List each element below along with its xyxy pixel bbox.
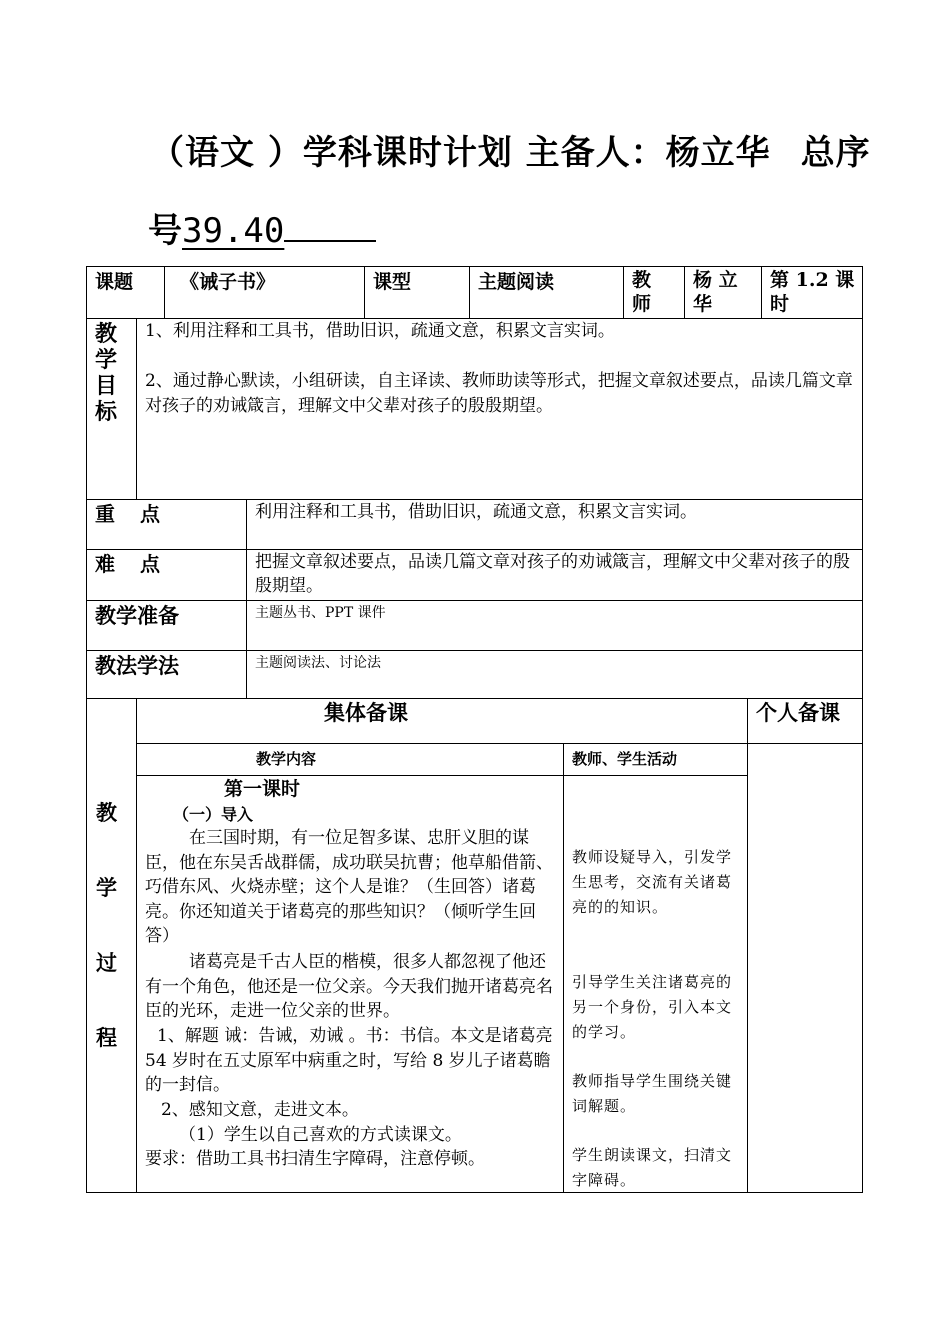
topic-value-cell <box>164 266 365 319</box>
teacher-value: 杨 立 华 <box>693 269 738 315</box>
lesson-label: 第 1.2 课时 <box>770 269 855 315</box>
title-underline <box>284 218 376 242</box>
page-title-line2 <box>148 203 376 252</box>
type-value: 主题阅读 <box>478 271 555 293</box>
activity-header: 教师、学生活动 <box>572 750 678 768</box>
lesson-title: 第一课时 <box>224 778 301 800</box>
goal-item-2: 2、通过静心默读，小组研读，自主译读、教师助读等形式，把握文章叙述要点，品读几篇文章对孩子的劝诫箴言，理解文中父辈对孩子的殷殷期望。 <box>145 371 853 416</box>
preparation-label: 教学准备 <box>95 603 179 628</box>
difficulty-value: 把握文章叙述要点，品读几篇文章对孩子的劝诫箴言，理解文中父辈对孩子的殷殷期望。 <box>255 552 850 596</box>
topic-label-cell <box>86 266 165 319</box>
goals-content-cell <box>136 318 863 500</box>
preparation-value-cell <box>246 600 863 651</box>
personal-header-cell <box>747 698 863 744</box>
paragraph-step2: 2、感知文意，走进文本。 <box>161 1100 359 1120</box>
title-main: （语文 ）学科课时计划 主备人：杨立华 <box>150 133 771 173</box>
methods-value-cell <box>246 650 863 699</box>
personal-label: 个人备课 <box>756 700 840 725</box>
key-point-value-cell <box>246 499 863 550</box>
preparation-value: 主题丛书、PPT 课件 <box>255 605 386 621</box>
content-cell <box>136 775 564 1193</box>
process-label-cell <box>86 698 137 1193</box>
section-title: （一）导入 <box>173 805 254 824</box>
paragraph-step2-1: （1）学生以自己喜欢的方式读课文。 <box>179 1125 462 1145</box>
difficulty-label: 难 点 <box>95 552 160 576</box>
key-point-value: 利用注释和工具书，借助旧识，疏通文意，积累文言实词。 <box>255 502 697 522</box>
paragraph-title-explain: 1、解题 诫：告诫，劝诫 。书：书信。本文是诸葛亮 54 岁时在五丈原军中病重之时，写给 8 岁儿子诸葛瞻的一封信。 <box>145 1026 553 1095</box>
content-header: 教学内容 <box>256 750 317 768</box>
paragraph-requirement: 要求：借助工具书扫清生字障碍，注意停顿。 <box>145 1149 485 1169</box>
type-label-cell <box>364 266 470 319</box>
activity-item-1: 教师设疑导入，引发学生思考，交流有关诸葛亮的的知识。 <box>572 848 733 916</box>
collective-label: 集体备课 <box>324 700 408 725</box>
teacher-value-cell <box>684 266 762 319</box>
personal-notes-cell <box>747 743 863 1193</box>
title-serial-number: 39.40 <box>182 211 285 251</box>
paragraph-intro: 在三国时期，有一位足智多谋、忠肝义胆的谋臣，他在东吴舌战群儒，成功联吴抗曹；他草船借箭、巧借东风、火烧赤壁；这个人是谁？（生回答）诸葛亮。你还知道关于诸葛亮的那些知识？（倾听学生回答） <box>145 828 553 946</box>
methods-label-cell <box>86 650 247 699</box>
title-prefix: 号 <box>148 211 182 251</box>
type-label: 课型 <box>373 271 412 293</box>
activities-cell <box>563 775 748 1193</box>
difficulty-label-cell <box>86 549 247 601</box>
title-serial-label: 总序 <box>800 133 871 173</box>
methods-label: 教法学法 <box>95 653 179 678</box>
activity-header-cell <box>563 743 748 776</box>
teacher-label-cell <box>623 266 685 319</box>
preparation-label-cell <box>86 600 247 651</box>
topic-value: 《诫子书》 <box>180 271 276 293</box>
lesson-cell <box>761 266 863 319</box>
goal-item-1: 1、利用注释和工具书，借助旧识，疏通文意，积累文言实词。 <box>145 321 615 341</box>
teacher-label: 教师 <box>632 269 652 315</box>
content-header-cell <box>136 743 564 776</box>
goals-label-cell <box>86 318 137 500</box>
activity-item-2: 引导学生关注诸葛亮的另一个身份，引入本文的学习。 <box>572 973 733 1041</box>
topic-label: 课题 <box>95 271 134 293</box>
type-value-cell <box>469 266 624 319</box>
process-label: 教学过程 <box>96 800 117 1050</box>
activity-item-3: 教师指导学生围绕关键词解题。 <box>572 1072 733 1115</box>
key-point-label: 重 点 <box>95 502 160 526</box>
activity-item-4: 学生朗读课文，扫清文字障碍。 <box>572 1146 733 1189</box>
key-point-label-cell <box>86 499 247 550</box>
collective-header-cell <box>136 698 748 744</box>
page-title-line1 <box>150 125 870 174</box>
difficulty-value-cell <box>246 549 863 601</box>
paragraph-father: 诸葛亮是千古人臣的楷模，很多人都忽视了他还有一个角色，他还是一位父亲。今天我们抛开诸葛亮名臣的光环，走进一位父亲的世界。 <box>145 952 553 1021</box>
goals-label: 教学目标 <box>95 321 118 425</box>
methods-value: 主题阅读法、讨论法 <box>255 655 381 671</box>
